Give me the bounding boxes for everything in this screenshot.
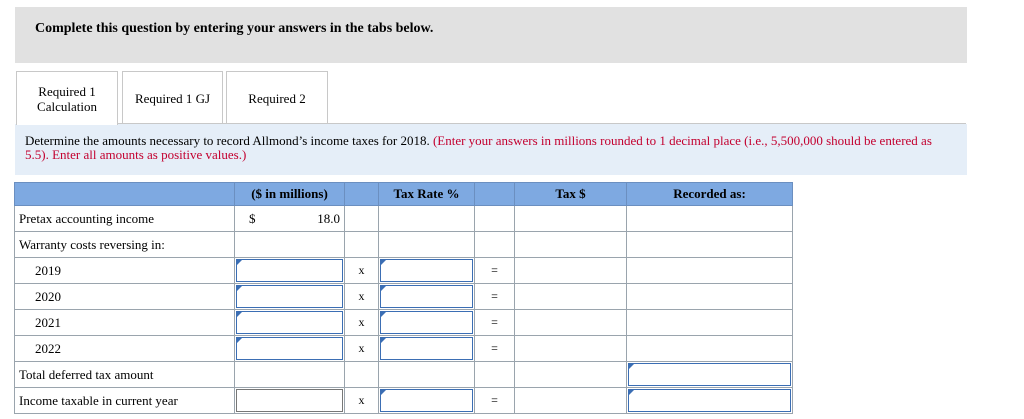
empty-cell [379, 232, 475, 258]
rate-taxable-cell [379, 388, 475, 414]
table-row-2021 [15, 310, 793, 336]
taxable-amount-cell [235, 388, 345, 414]
rate-2022-cell [379, 336, 475, 362]
row-label: 2021 [15, 310, 235, 336]
header-spacer [475, 183, 515, 206]
tab-required-2[interactable] [226, 71, 328, 124]
empty-cell [345, 362, 379, 388]
table-row-total [15, 362, 793, 388]
empty-cell [475, 206, 515, 232]
amount-2022-cell [235, 336, 345, 362]
instruction-text: Determine the amounts necessary to record Allmond’s income taxes for 2018. [25, 133, 430, 148]
tab-label-line2: Calculation [37, 98, 97, 114]
empty-cell [379, 362, 475, 388]
taxable-amount-input[interactable] [236, 389, 343, 412]
amount-2020-cell [235, 284, 345, 310]
empty-cell [475, 232, 515, 258]
tab-required-1-calculation[interactable] [16, 71, 118, 125]
table-row-taxable [15, 388, 793, 414]
multiply-sign: x [345, 388, 379, 414]
empty-cell [627, 284, 793, 310]
tab-label-line1: Required 1 [38, 83, 96, 99]
row-label: 2022 [15, 336, 235, 362]
empty-cell [627, 206, 793, 232]
multiply-sign: x [345, 258, 379, 284]
empty-cell [627, 310, 793, 336]
empty-cell [515, 388, 627, 414]
rate-2020-cell [379, 284, 475, 310]
empty-cell [475, 362, 515, 388]
table-row-2019 [15, 258, 793, 284]
recorded-total-cell [627, 362, 793, 388]
amount-2019-input[interactable] [236, 259, 343, 282]
rate-taxable-input[interactable] [380, 389, 473, 412]
rate-2019-cell [379, 258, 475, 284]
row-label: Income taxable in current year [15, 388, 235, 414]
amount-2021-cell [235, 310, 345, 336]
empty-cell [379, 206, 475, 232]
amount-2019-cell [235, 258, 345, 284]
rate-2021-input[interactable] [380, 311, 473, 334]
empty-cell [515, 284, 627, 310]
empty-cell [345, 232, 379, 258]
empty-cell [515, 362, 627, 388]
empty-cell [345, 206, 379, 232]
rate-2019-input[interactable] [380, 259, 473, 282]
header-tax: Tax $ [515, 183, 627, 206]
row-label: 2019 [15, 258, 235, 284]
table-row-2022 [15, 336, 793, 362]
empty-cell [515, 336, 627, 362]
rate-2022-input[interactable] [380, 337, 473, 360]
empty-cell [515, 258, 627, 284]
amount-2020-input[interactable] [236, 285, 343, 308]
rate-2021-cell [379, 310, 475, 336]
table-row-warranty [15, 232, 793, 258]
recorded-total-input[interactable] [628, 363, 791, 386]
header-recorded: Recorded as: [627, 183, 793, 206]
recorded-taxable-cell [627, 388, 793, 414]
amount-2022-input[interactable] [236, 337, 343, 360]
recorded-taxable-input[interactable] [628, 389, 791, 412]
header-blank [15, 183, 235, 206]
equals-sign: = [475, 388, 515, 414]
empty-cell [627, 336, 793, 362]
empty-cell [515, 232, 627, 258]
rate-2020-input[interactable] [380, 285, 473, 308]
multiply-sign: x [345, 336, 379, 362]
tab-label: Required 2 [248, 90, 306, 106]
row-label: Warranty costs reversing in: [15, 232, 235, 258]
empty-cell [515, 310, 627, 336]
equals-sign: = [475, 336, 515, 362]
pretax-amount-cell [235, 206, 345, 232]
empty-cell [235, 232, 345, 258]
multiply-sign: x [345, 310, 379, 336]
table-row-pretax [15, 206, 793, 232]
instructions-banner [15, 7, 967, 63]
header-millions: ($ in millions) [235, 183, 345, 206]
header-spacer [345, 183, 379, 206]
equals-sign: = [475, 284, 515, 310]
empty-cell [235, 362, 345, 388]
row-label: Pretax accounting income [15, 206, 235, 232]
header-tax-rate: Tax Rate % [379, 183, 475, 206]
tab-required-1-gj[interactable] [122, 71, 223, 124]
tab-label: Required 1 GJ [134, 90, 211, 106]
amount-2021-input[interactable] [236, 311, 343, 334]
instruction-note: (Enter your answers in millions rounded to 1 decimal place (i.e., 5,500,000 should be entered as 5.5). Enter all amounts as positive values.) [25, 133, 932, 162]
table-header-row [15, 183, 793, 206]
tax-calculation-table [14, 182, 793, 414]
row-label: 2020 [15, 284, 235, 310]
banner-text: Complete this question by entering your answers in the tabs below. [35, 21, 434, 36]
currency-symbol: $ [249, 211, 256, 226]
multiply-sign: x [345, 284, 379, 310]
table-row-2020 [15, 284, 793, 310]
empty-cell [627, 232, 793, 258]
equals-sign: = [475, 258, 515, 284]
pretax-amount: 18.0 [317, 211, 340, 226]
instruction-panel [15, 124, 967, 175]
row-label: Total deferred tax amount [15, 362, 235, 388]
equals-sign: = [475, 310, 515, 336]
empty-cell [627, 258, 793, 284]
empty-cell [515, 206, 627, 232]
